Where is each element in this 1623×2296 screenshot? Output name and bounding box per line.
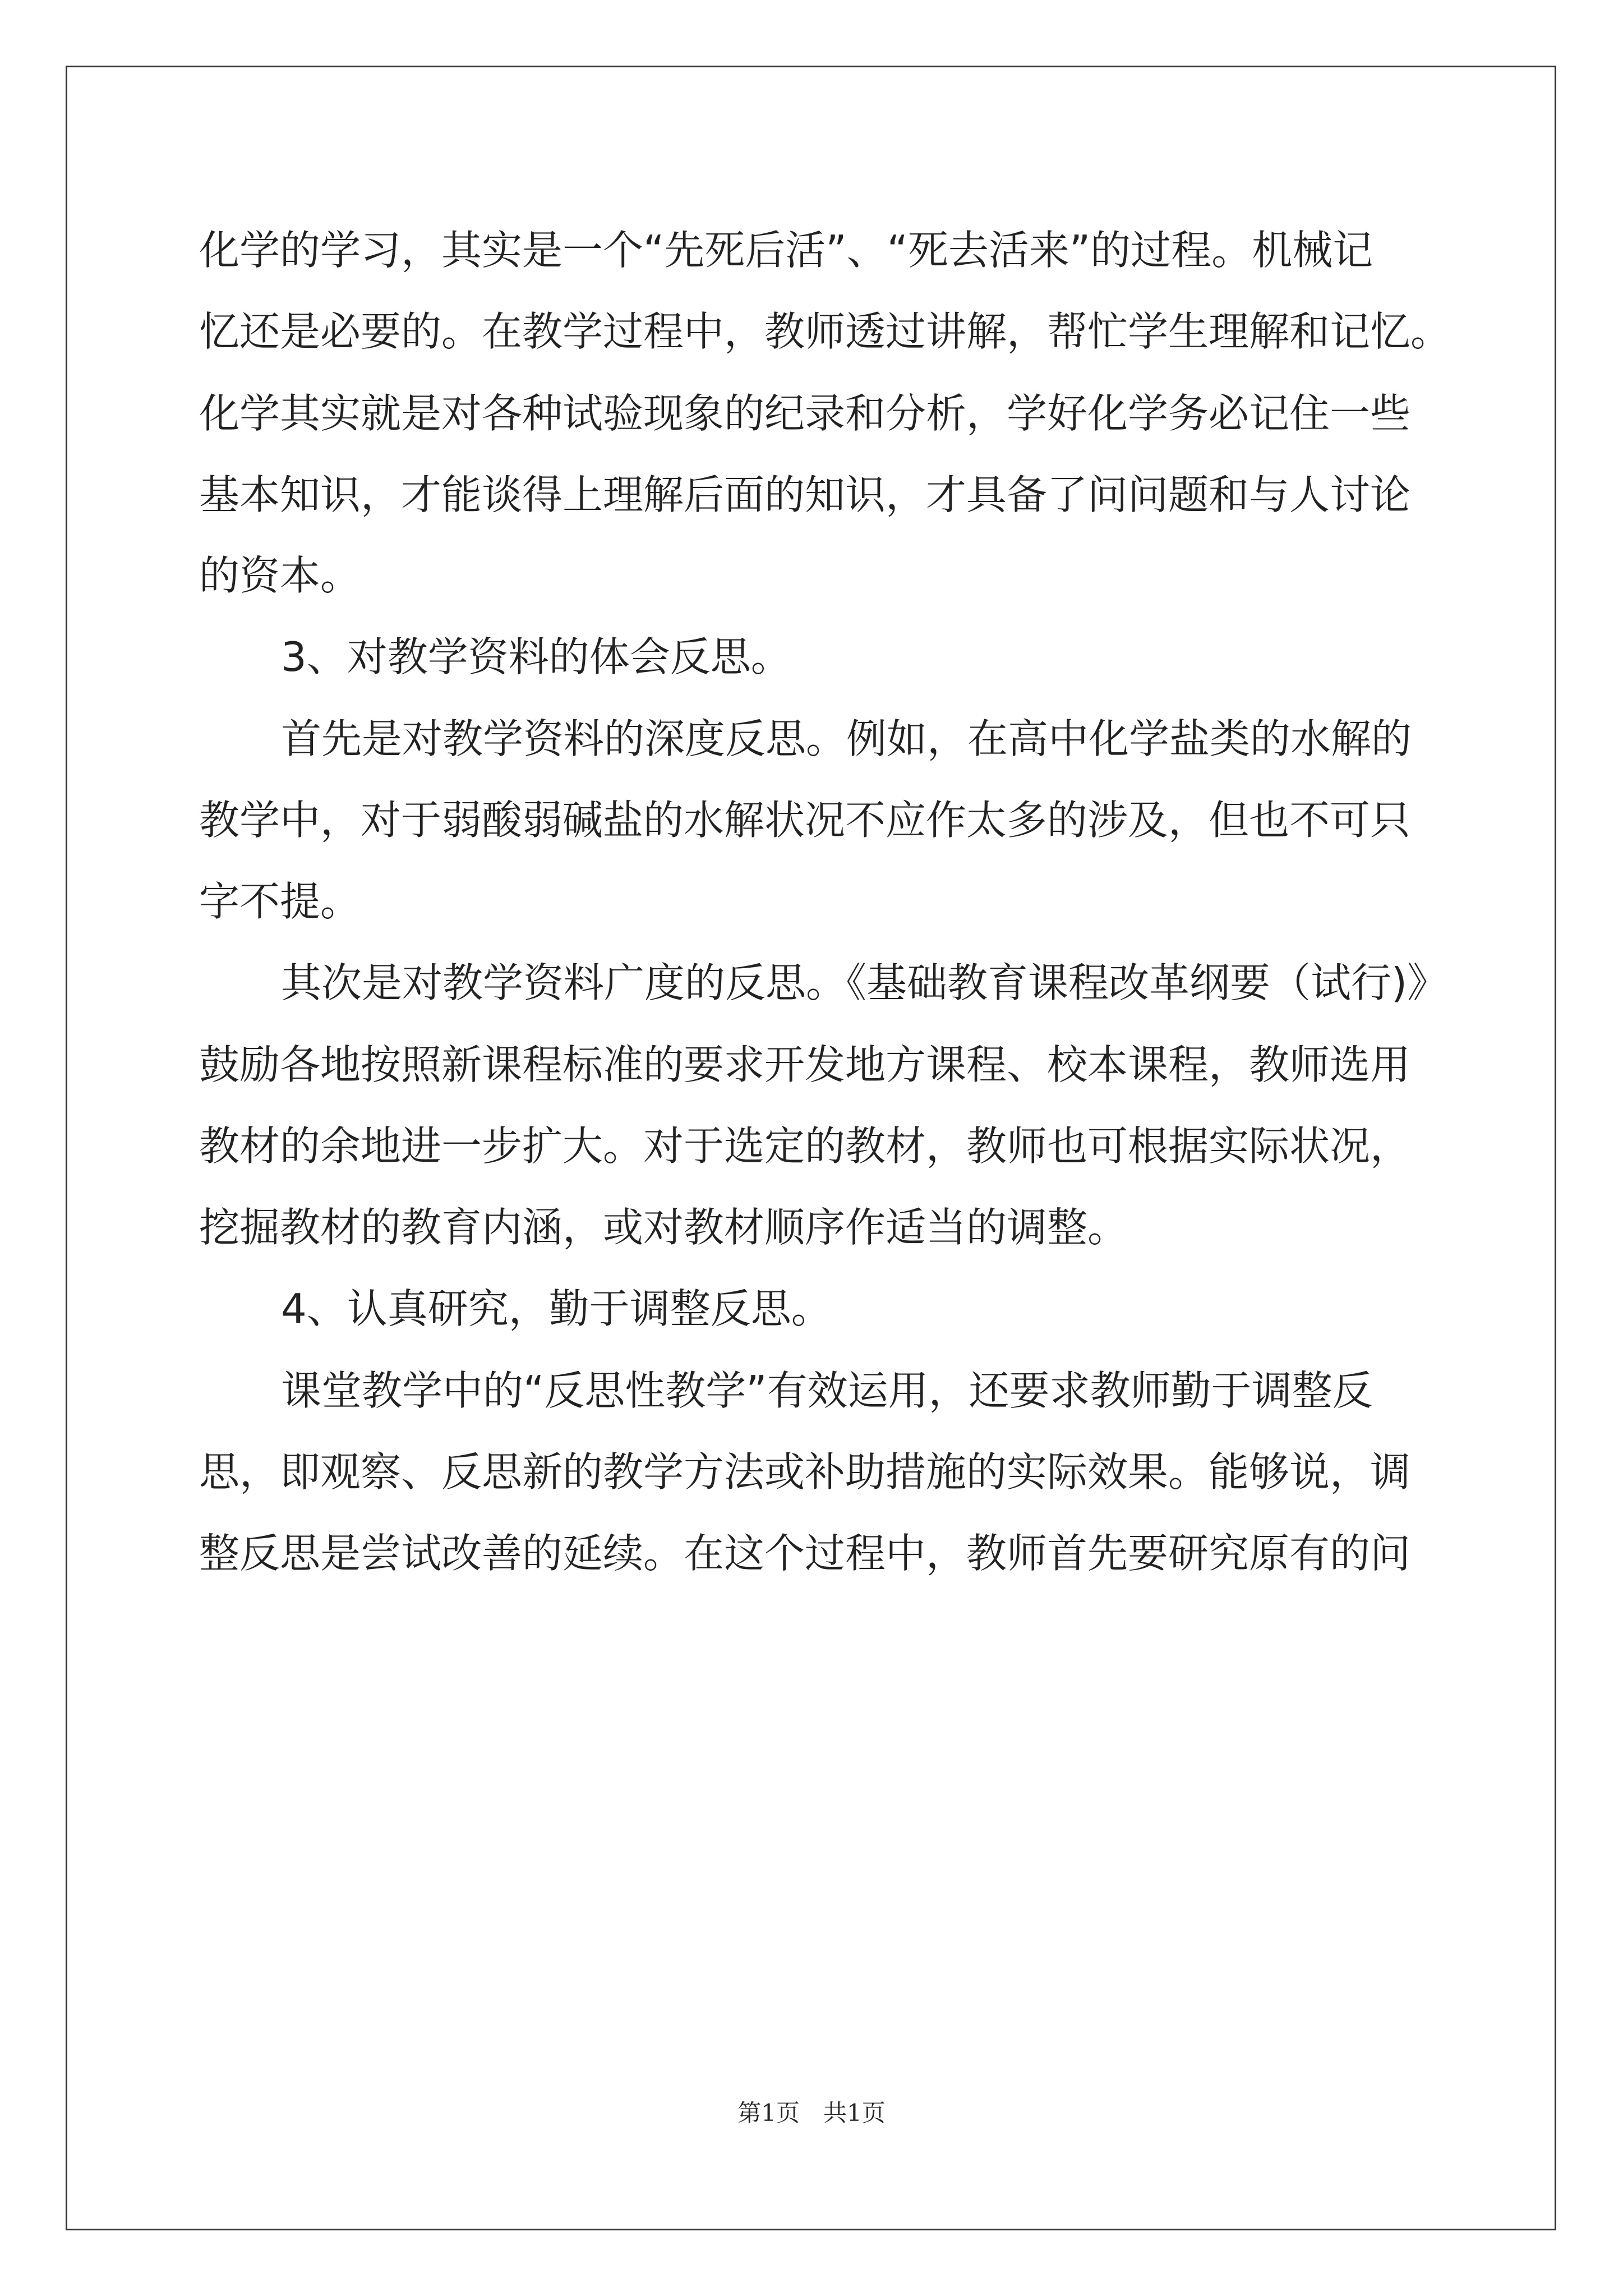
text-line: 教材的余地进一步扩大。对于选定的教材，教师也可根据实际状况，: [199, 1122, 1411, 1170]
text-line: 基本知识，才能谈得上理解后面的知识，才具备了问问题和与人讨论: [199, 471, 1411, 518]
section-heading: 4、认真研究，勤于调整反思。: [281, 1285, 832, 1332]
text-line: 教学中，对于弱酸弱碱盐的水解状况不应作太多的涉及，但也不可只: [199, 797, 1411, 844]
text-line: 化学的学习，其实是一个“先死后活”、“死去活来”的过程。机械记: [199, 227, 1373, 274]
section-heading: 3、对教学资料的体会反思。: [281, 633, 791, 680]
text-line: 化学其实就是对各种试验现象的纪录和分析，学好化学务必记住一些: [199, 390, 1411, 437]
text-line: 首先是对教学资料的深度反思。例如，在高中化学盐类的水解的: [281, 715, 1412, 762]
text-line: 字不提。: [199, 878, 361, 925]
text-line: 思，即观察、反思新的教学方法或补助措施的实际效果。能够说，调: [199, 1448, 1411, 1496]
text-line: 的资本。: [199, 552, 361, 599]
text-line: 忆还是必要的。在教学过程中，教师透过讲解，帮忙学生理解和记忆。: [199, 308, 1451, 355]
page-footer: 第1页 共1页: [737, 2099, 886, 2127]
text-line: 鼓励各地按照新课程标准的要求开发地方课程、校本课程，教师选用: [199, 1041, 1411, 1088]
text-line: 课堂教学中的“反思性教学”有效运用，还要求教师勤于调整反: [281, 1367, 1373, 1414]
text-line: 其次是对教学资料广度的反思。《基础教育课程改革纲要（试行)》: [281, 959, 1448, 1006]
text-line: 整反思是尝试改善的延续。在这个过程中，教师首先要研究原有的问: [199, 1530, 1411, 1577]
text-line: 挖掘教材的教育内涵，或对教材顺序作适当的调整。: [199, 1204, 1128, 1251]
